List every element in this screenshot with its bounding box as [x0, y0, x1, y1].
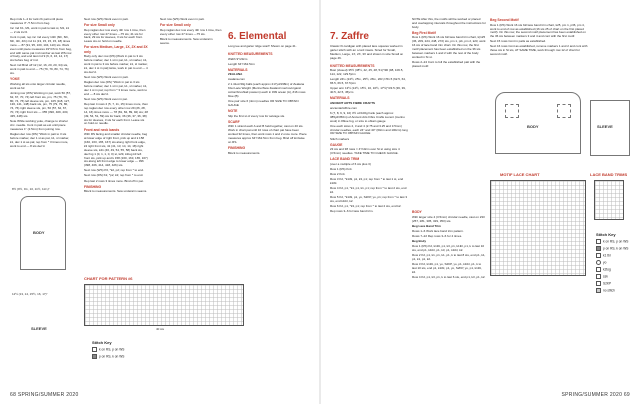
yoke-p2: Joining row (WS) Working in pat, work 50 (57, 62, 67, 70, 74) left front sts, pm, 75 (79, 79, 80, 74, 76) left sleeve sts, pm, 105 (118, 127, 136, 141, 148) back sts, pm, 75 (79, 79, 80, 74, 76) right sleeve sts, pm, 50 (57, 62, 67, 70, 74) right front sts — 355 (390, 409, 430, 435, 448) sts.: [10, 90, 71, 119]
left-p1: Rep rnds 1–4 for tuck rib patt until piece measures 3" /7.5cm from beg.: [10, 17, 64, 25]
stitch-key-title: Stitch Key: [92, 340, 112, 345]
key-swatch: [596, 246, 601, 251]
p7-second-head: Beg Second Motif: [490, 18, 519, 22]
front-bands-head: Front and neck bands: [84, 127, 120, 132]
key-item: [596, 267, 628, 272]
p6-mat2: One pair size 6 (4mm) needles OR SIZE TO OBTAIN GAUGE: [228, 99, 299, 108]
key-item: [596, 281, 628, 286]
p7-m1: Bust (closed) 35½ (38½, 42, 45, 48, 51)"/90 (98, 106.5, 114, 122, 129.5)cm: [330, 68, 404, 77]
key-label: k1 tbl: [603, 253, 611, 258]
key-label: S2KP: [603, 281, 612, 286]
p7-first-1: Rows 2–24 Cont to foll the established patt with the placed motif.: [412, 60, 481, 68]
p7-brand: ANCIENT ARTS FIBRE CRAFTS: [330, 100, 376, 105]
p6-m2: Length 64"/162.5cm: [228, 61, 255, 66]
lc2-p9: Rep last 4 rows 2 (5, 7, 11, 15) times more, then rep raglan dec row every other row 29 (26, 28, 14, 16) times more — 78 (81, 84, 89, 92) sts; 48 (49, 54, 51, 59) sts for back, 36 (36, 37, 36, 38) sts for sleeves, 3 sts for each front. Leave sts on hold on needle.: [84, 102, 148, 126]
body-label: BODY: [33, 230, 45, 235]
lc2-small-head: For size Small only: [84, 23, 115, 28]
yoke-heading: YOKE: [10, 77, 20, 82]
key-swatch: [92, 347, 97, 352]
yoke-p3: Note While working yoke, change to shorter circ. needle. Cont in patt as est until piece measures 1" (2.5cm) from joining row.: [10, 119, 69, 131]
lc3-head: For size Small only: [160, 23, 191, 28]
stitch-key-left: [92, 340, 124, 361]
lc3-p1: Next row (WS) Work even in patt.: [160, 17, 205, 21]
p7-gauge-head: GAUGE: [330, 142, 343, 147]
key-label: ssk: [603, 274, 608, 279]
motif-lace-chart: [490, 180, 586, 276]
key-swatch: [596, 253, 601, 258]
cardigan-body-label: BODY: [527, 124, 539, 129]
p7-body-head: BODY: [412, 210, 422, 214]
pattern-7-column-3: [490, 18, 590, 78]
p7-lace-4: Row 4 K2, p1, *k1, p1, k1, p1; rep from * to last 2 sts, end k2.: [330, 186, 407, 194]
lc2-f2: Next row (WS) P2, *k2, p2; rep from * to end.: [84, 168, 144, 173]
key-item: [596, 260, 628, 265]
lc2-sizes-head: For sizes Medium, Large, 1X, 2X and 3X only: [84, 45, 148, 54]
key-swatch: [596, 267, 601, 272]
p7-body-7: Row 3 K2, k1tbl, p1, yo, S2KP, yo, p1, k1tbl, p1, k to last 10 sts, end p1, k1tbl, p1, yo, S2KP, yo, p1, k1tbl, k2.: [412, 261, 482, 274]
chart-title-6: CHART FOR PATTERN #6: [84, 276, 133, 281]
p7-second-2: Next 16 rows Cont as established, remove markers 1 and 2 and cont with those sts in St sts, AT SAME TIME, work through row 12 of chart for second motif.: [490, 44, 588, 57]
motif-chart-title: MOTIF LACE CHART: [500, 172, 540, 177]
key-label: p on RS, k on WS: [603, 246, 629, 251]
sleeve-dims: 12½ (13, 14, 15½, 16, 17)": [12, 292, 48, 296]
key-swatch: [92, 354, 97, 359]
p7-gauge: 23 sts and 38 rows = 4"/10cm over St st using size 4 (3.5mm) needles. TAKE TIME TO CHECK GAUGE.: [330, 147, 400, 156]
lc2-f3: Next row (RS) K2, *p2, k2; rep from * to end.: [84, 173, 144, 178]
pattern-7-column-1: [330, 32, 408, 215]
lc2-f1: With RS facing and smaller circular needle, beg at lower edge of right front, pick up and k 158 (160, 163, 165, 167) sts along right front edge, k3 right front sts, 41 (41, 13, 14, 14, 18) right sleeve sts, k41 (46, 49, 54, 55, 58) back sts, dec'ing 1 (0, 1, 1, 0, 0) st, k29, k2tog k3 left front sts, pick up and k 158 (160, 163, 165, 167) sts along left front edge to lower edge — 396 (398, 406, 414, 418, 426) sts.: [84, 132, 148, 168]
p7-note-text: NOTE After this, the motifs will be worked or placed and overlapping intervals throughout the instructions for body.: [412, 18, 486, 29]
pattern-6-column: [228, 32, 308, 157]
key-label: no stitch: [603, 288, 615, 293]
key-label: yo: [603, 260, 607, 265]
lc2-p7: Raglan dec row (RS) *Work in pat to 3 sts before marker, dec 1 st in pat, k1, sl marker, k1, dec 1 st in pat; rep from * 3 times more, work to end — 8 sts dec'd.: [84, 80, 148, 96]
cardigan-sleeve-label: SLEEVE: [597, 124, 613, 129]
p6-finishing: Block to measurements.: [228, 150, 261, 155]
p7-body-8: Row 4 K2, p1, k3, p1, k to last 6 sts, end p1, k3, p1, k2.: [412, 274, 486, 279]
p7-materials-head: MATERIALS: [330, 96, 350, 101]
left-col-2: [84, 18, 148, 195]
key-swatch: [596, 288, 601, 293]
p7-lace-5: Row 5 K2, *k1tbl, p1, yo, S2KP, yo, p1; rep from * to last 3 sts, end k1tbl, k2.: [330, 195, 407, 203]
p6-site: zealana.com: [228, 77, 246, 82]
body-dims: 8½ (9½, 9¾, 10, 11½, 11¼)": [12, 187, 50, 191]
p6-mat1: 2 1.41oz/40g balls (each approx 217yd/198m) of Zealana Kiwi Lace Weight (Merino/New Zealand merino/organic cotton/brushtail possum) each in #09 ocean (A), #16 moss blue (B): [228, 82, 306, 99]
key-label: k2tog: [603, 267, 611, 272]
p7-lace-2: Row 2 Knit.: [330, 171, 346, 176]
cardigan-body-schematic: [495, 92, 581, 154]
pattern-6-subtitle: Long tee and garter ridge scarf! Shown on page 41.: [228, 44, 297, 48]
left-col-1: [10, 18, 72, 150]
p7-lace-1: Row 1 (RS) Knit.: [330, 166, 353, 171]
lc3-p4: Block to measurements. Sew underarm seams.: [160, 36, 213, 45]
page-gutter: [319, 0, 321, 404]
lc2-p3: Rep raglan dec row every 4th row 1 time, then every other row 27 times —75 sts; 41 sts for back, 29 sts for sleeves, 3 sts for each front. Leave sts on hold on needle.: [84, 27, 146, 44]
p7-body-0: With larger size 4 (3.5mm) circular needle, cast on 233 (257, 281, 305, 329, 353) sts.: [412, 214, 485, 223]
p7-second-0: Row 1 (RS) Work 16 sts foll lace band trim chart, k25, pm 1, p36, pm 4, work to end of row as established (16 sts 25 of chart on the first placed motif). On this row, the second motif placement has been established on the 36 sts between markers 3 and 4 and cont with the first motif.: [490, 22, 586, 39]
p7-lace-3: Row 3 K2, *k1tbl, p1, k3, p1; rep from * to last 1 st, end k1tbl.: [330, 177, 404, 185]
p7-body-3: Rows 7–22 Rep rows 3–6 for 4 times.: [412, 233, 463, 238]
left-col-3: [160, 18, 222, 47]
key-label: p on RS, k on WS: [99, 354, 125, 359]
p7-first-head: Beg First Motif: [412, 30, 436, 35]
lace-trims-title: LACE BAND TRIMS: [590, 172, 628, 177]
key-swatch: [596, 274, 601, 279]
key-swatch: [596, 281, 601, 286]
lace-band-trims-chart: [594, 180, 624, 220]
pattern-7-body: [412, 210, 486, 350]
key-label: k on RS, p on WS: [603, 239, 629, 244]
p7-lace-head: LACE BAND TRIM: [330, 157, 360, 162]
p6-note-head: NOTE: [228, 109, 238, 114]
p7-mat2: One each sizes 2, 3 and 4 (2.75 and 3.25 and 3.5mm) circular needles, each 24" and 40" (60cm and 100cm) long OR SIZE TO OBTAIN GAUGE: [330, 123, 408, 136]
p7-m3: Upper arm 13½ (14½, 15½, 16, 16½, 17½)"/33.5 (36, 39, 40.5, 42.5, 45)cm: [330, 86, 406, 94]
p6-brand: ZEALANA: [228, 72, 243, 77]
p6-materials-head: MATERIALS: [228, 67, 248, 72]
stitch-key-right: [596, 232, 628, 295]
key-item: [92, 354, 124, 359]
p7-site: ancientartsfibre.com: [330, 105, 358, 110]
lc2-p5: Body only dec row (RS) [Work in pat to 3 sts before marker, dec 1 st in pat, k1, sl marker, k1, work in pat to 3 sts before marker, k1, sl marker, k1, dec 1 st in pat] twice, work in pat to end — 4 sts dec'd.: [84, 54, 148, 75]
p7-body-2: Rows 1–6 Work lace band trim pattern.: [412, 228, 464, 233]
lc2-p1: Next row (WS) Work even in patt.: [84, 17, 129, 21]
key-item: [596, 253, 628, 258]
p6-scarf-head: SCARF: [228, 119, 240, 124]
motif-square-2: [557, 104, 571, 118]
stitch-key-right-title: Stitch Key: [596, 232, 616, 237]
p7-measurements-head: KNITTED MEASUREMENTS: [330, 63, 375, 68]
key-label: k on RS, p on WS: [99, 347, 125, 352]
yoke-p1: Working all sts onto larger circular needle, work as fol:: [10, 81, 66, 90]
pattern-6-title: 6. Elemental: [228, 31, 287, 42]
p7-mat3: Stitch markers: [330, 136, 350, 141]
p7-lace-0: (over a multiple of 6 sts plus 3): [330, 161, 371, 166]
pattern-7-title: 7. Zaffre: [330, 31, 369, 42]
left-p4: Next rnd Bind off 12 (12, 16, 20, 20, 34) sts, work in patt to end — 75 (79, 79, 80, 74, 76) sts.: [10, 63, 69, 76]
lc2-f4: Rep last 2 rows 3 times more. Bind off in pat.: [84, 178, 144, 183]
p7-intro: Classic fit cardigan with placed lace squares worked in garter stitch with an i-cord insets. Sized for Small, Medium, Large, 1X, 2X, 3X and shown in size Small on page 46.: [330, 44, 404, 60]
key-swatch: [596, 239, 601, 244]
p7-lace-7: Rep rows 3–6 for lace band trim.: [330, 209, 374, 214]
p7-mat1: 6 (7, 8, 9, 9, 10) 3½ oz/100g hank (each approx 385yd/350m) of Ancient Arts Fibre Crafts Lucent (merino wool) in #blue fog, or size to obtain gauge: [330, 110, 405, 123]
motif-square-1: [505, 104, 519, 118]
p6-scarf: With 1 strand each A and B held together, cast on 40 sts. Work in chart pat until 10 rows of chart pat have been worked 32 times, then work rows 1 and 2 once more. Piece measures approx 64"/162.5cm from beg. Bind off knitwise on RS.: [228, 124, 307, 144]
key-item: [596, 246, 628, 251]
p6-m1: Width 9"/23cm: [228, 56, 248, 61]
lc2-f6: Block to measurements. Sew underarm seams.: [84, 189, 148, 194]
finishing-head-left: FINISHING: [84, 184, 102, 189]
p7-second-1: Next 15 rows Cont in patts as established.: [490, 39, 547, 44]
folio-right: SPRING/SUMMER 2020 69: [561, 391, 630, 398]
left-p2: Inc rnd K1, M1, work in patt to last st, M1, k1 — 2 sts inc'd.: [10, 25, 70, 34]
key-item: [596, 288, 628, 293]
p7-body-6: Row 2 K2, p1, k1, p1, k1, p1, k to last 8 sts, end p1, k1, p1, k1, p1, k2.: [412, 252, 486, 261]
p6-measurements-head: KNITTED MEASUREMENTS: [228, 51, 273, 56]
yoke-p4: Raglan dec row (RS) *Work in patt to 3 sts before marker, dec 1 st as pat, k1, sl marker, k1, dec 1 st as pat; rep from * 3 times more, work to end — 8 sts dec'd.: [10, 132, 70, 148]
p7-body-1: Beg Lace Band Trim: [412, 223, 441, 228]
folio-left: 68 SPRING/SUMMER 2020: [10, 391, 79, 398]
lc2-p6: Next row (WS) Work even in patt.: [84, 75, 129, 80]
p6-finishing-head: FINISHING: [228, 146, 246, 151]
p7-lace-6: Row 6 K2, p1, *k3, p1; rep from * to last 2 sts, end k2.: [330, 203, 402, 208]
chart-width-label: 40 sts: [156, 327, 165, 331]
p7-body-5: Row 1 (RS) K2, k1tbl, p1, k3, p1, k1tbl, p1, k to last 10 sts, end p1, k1tbl, p1, k3, p1, k1tbl, k2.: [412, 243, 485, 252]
pattern-7-column-2: [412, 18, 486, 178]
left-p3: Cont in patt, rep inc rnd every 14th (6th, 6th, 6th, 4th, 4th) rnd 11 (13, 15, 15, 15, 18) times more — 87 (91, 95, 100, 104, 110) sts. Work even until piece measures 19"/47cm from beg, end with same pat rnd number as last WS row of body, and end last rnd 9 (6, 6, 16, 14, 17) sts before beg of rnd.: [10, 34, 72, 63]
key-item: [92, 347, 124, 352]
p7-m2: Length 24¼ (24½, 25¼, 25½, 26¼, 26¼)"/61.5 (62.5, 64, 65.5, 66.5, 67.5)cm: [330, 77, 406, 86]
sleeve-label: SLEEVE: [31, 326, 47, 331]
p7-first-0: Row 1 (RS) Work 16 sts foll lace band trim chart, k(125 (36, 209, 224, 248, 272) sts, pm 1, p/k, pm 2, k23, work 16 sts of lace band trim chart. On this row, the first motif placement has been established on the 36 sts between markers 1 and 2 with the rest of the body worked in St st.: [412, 35, 486, 59]
key-item: [596, 239, 628, 244]
p7-body-4: Beg Body: [412, 238, 427, 243]
chart-pattern-6: [84, 284, 244, 326]
key-swatch: [596, 260, 601, 265]
key-item: [596, 274, 628, 279]
lc3-p3: Rep raglan dec row every 4th row 1 time, then every other row 27 times —75 sts.: [160, 27, 222, 36]
lc2-p8: Next row (WS) Work even in pat.: [84, 96, 128, 101]
p6-note: Slip the first st of every row for selvage sts.: [228, 113, 286, 118]
